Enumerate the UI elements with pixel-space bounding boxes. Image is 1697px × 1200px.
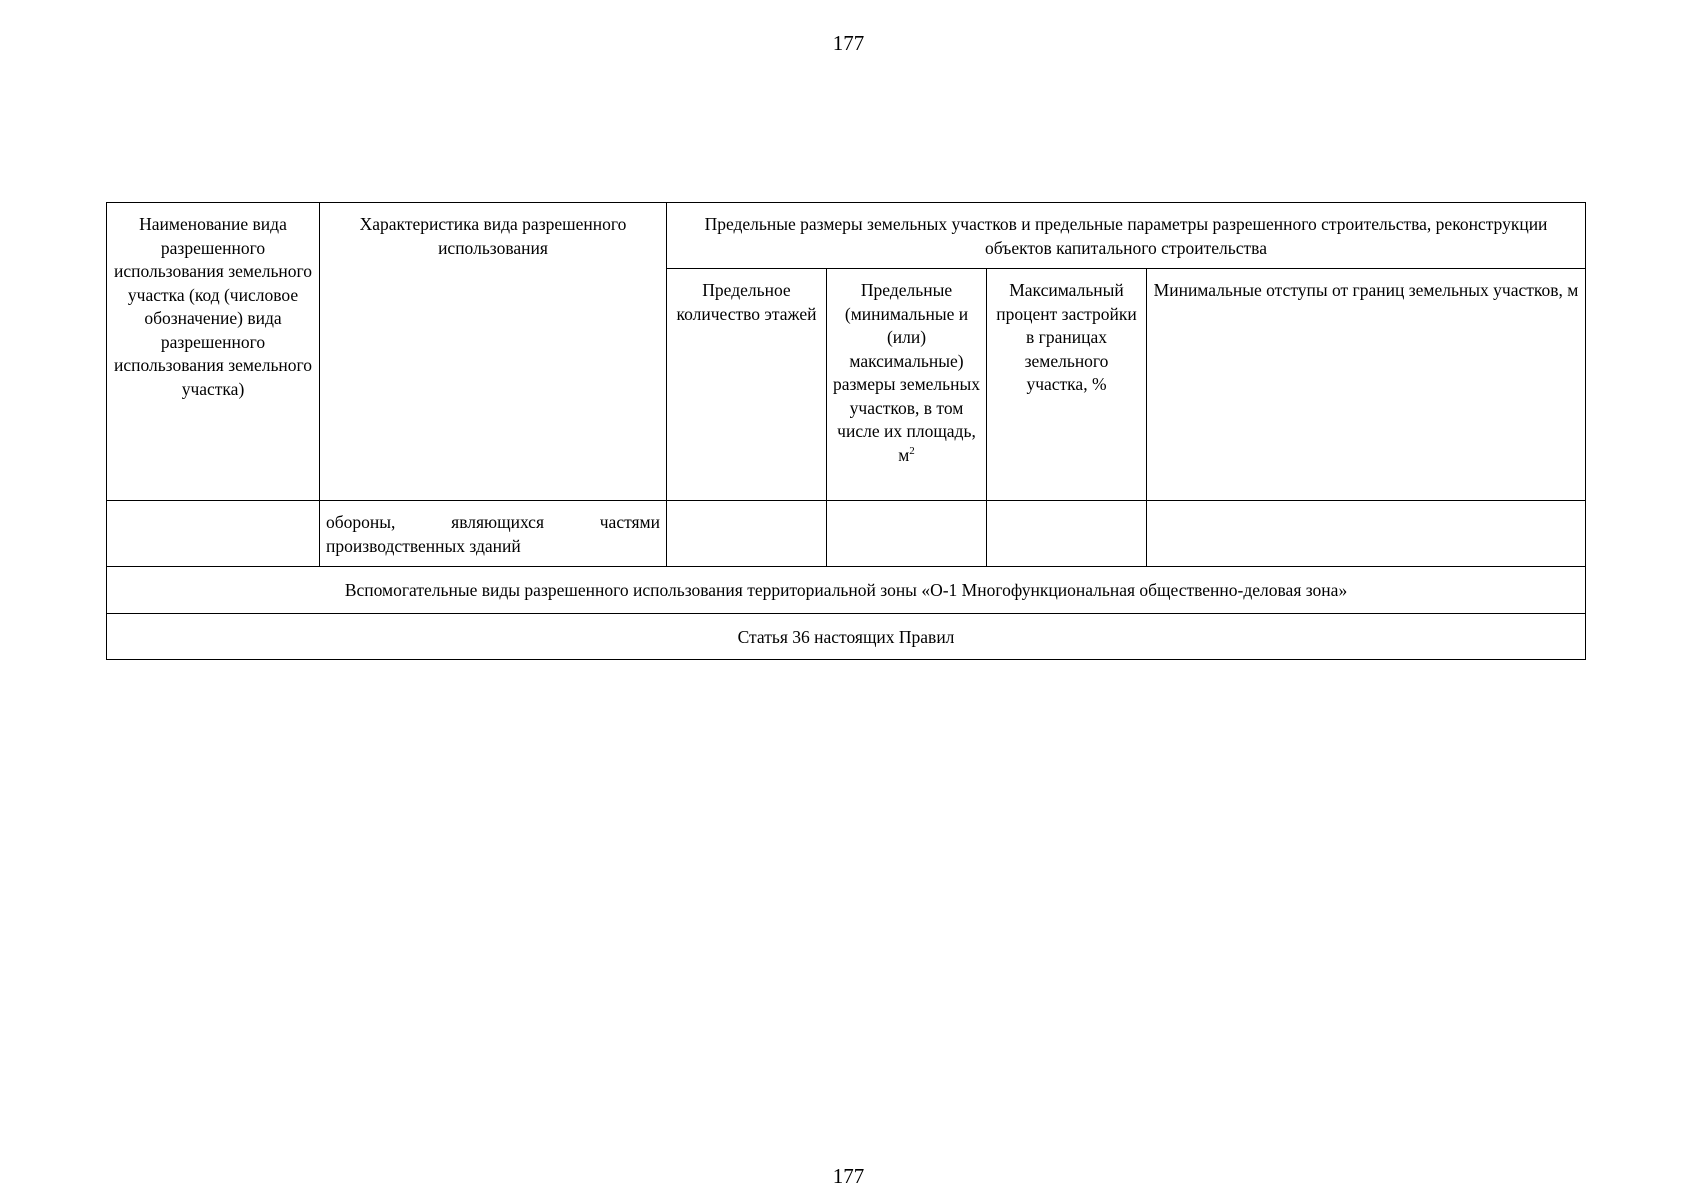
header-limit-group-text: Предельные размеры земельных участков и предельные параметры разрешенного строительства, реконструкции объектов капитального строительства [704, 214, 1548, 258]
header-min-setbacks [1147, 269, 1586, 501]
header-plot-size-sup: 2 [909, 444, 915, 457]
header-max-coverage [987, 269, 1147, 501]
page-number-bottom: 177 [832, 1164, 865, 1188]
row-characteristic-cell [320, 501, 667, 567]
section-note: Статья 36 настоящих Правил [107, 613, 1586, 660]
header-use-name [107, 203, 320, 501]
header-max-coverage-text: Максимальный процент застройки в границах земельного участка, % [996, 280, 1137, 394]
table-row [107, 501, 1586, 567]
row-use-name-cell [107, 501, 320, 567]
permitted-use-table [106, 202, 1586, 660]
row-plot-size-cell [827, 501, 987, 567]
row-max-coverage-cell [987, 501, 1147, 567]
header-use-name-text: Наименование вида разрешенного использования земельного участка (код (числовое обозначение) вида разрешенного использования земельного участка) [113, 214, 313, 399]
page-number-top: 177 [832, 31, 865, 55]
header-plot-size [827, 269, 987, 501]
row-characteristic-line1: обороны, являющихся частями [326, 512, 660, 532]
header-max-floors-text: Предельное количество этажей [676, 280, 817, 324]
section-title-row [107, 567, 1586, 614]
row-max-floors-cell [667, 501, 827, 567]
row-characteristic-line2: производственных зданий [326, 535, 521, 556]
header-min-setbacks-text: Минимальные отступы от границ земельных участков, м [1153, 280, 1579, 300]
section-note-row [107, 613, 1586, 660]
header-use-characteristic [320, 203, 667, 501]
section-title: Вспомогательные виды разрешенного использования территориальной зоны «О-1 Многофункциональная общественно-деловая зона» [107, 567, 1586, 614]
header-max-floors [667, 269, 827, 501]
header-limit-group [667, 203, 1586, 269]
row-min-setbacks-cell [1147, 501, 1586, 567]
header-use-characteristic-text: Характеристика вида разрешенного использования [359, 214, 627, 258]
header-plot-size-text: Предельные (минимальные и (или) максимальные) размеры земельных участков, в том числе их площадь, м [833, 280, 981, 465]
table-header-row-1 [107, 203, 1586, 269]
